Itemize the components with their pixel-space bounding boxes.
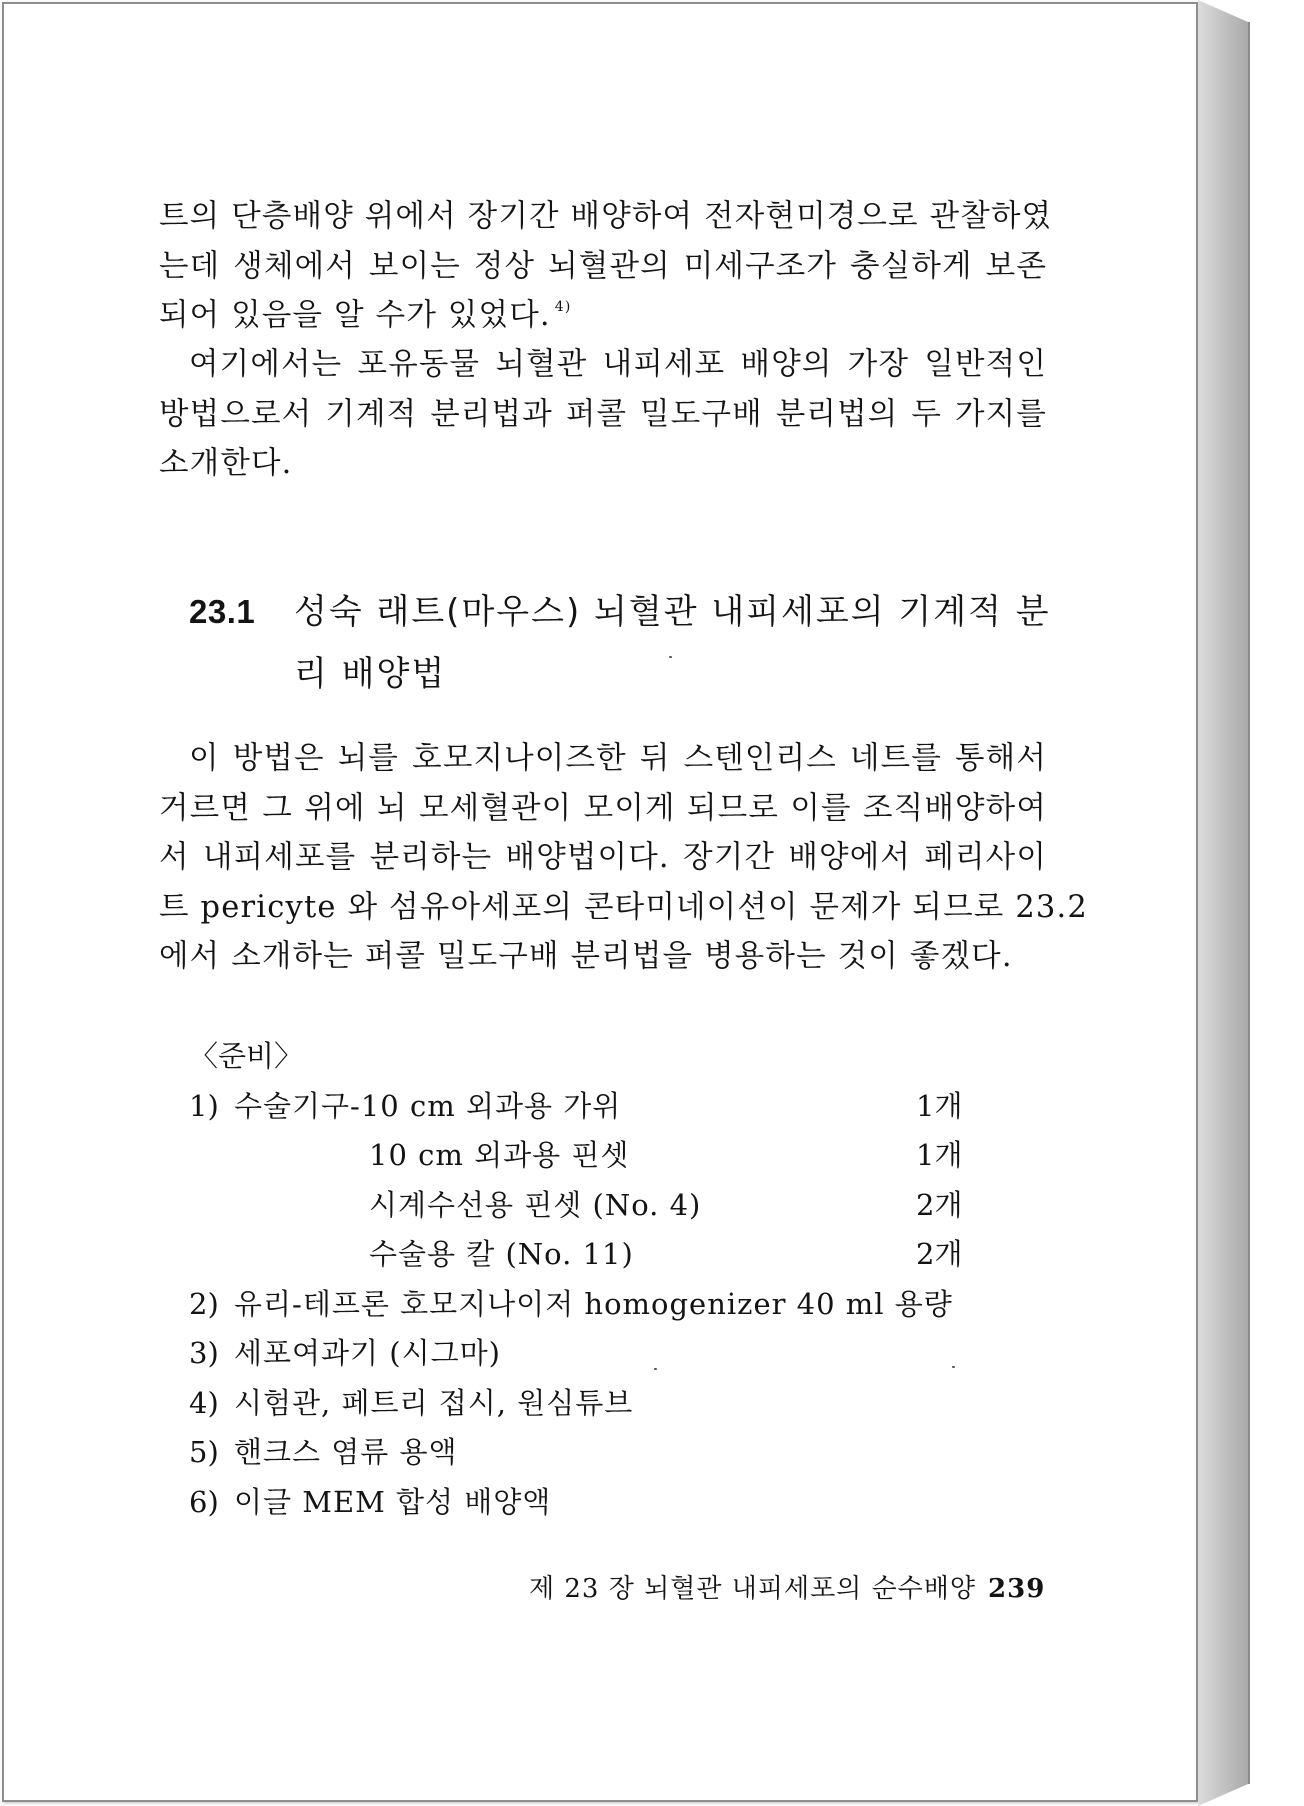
method-line-4: 트 pericyte 와 섬유아세포의 콘타미네이션이 문제가 되므로 23.2	[159, 889, 1089, 925]
method-line-2: 거르면 그 위에 뇌 모세혈관이 모이게 되므로 이를 조직배양하여	[159, 790, 1047, 826]
item-text: 이글 MEM 합성 배양액	[234, 1484, 552, 1519]
book-page	[2, 2, 1198, 1802]
section-title	[294, 581, 1051, 705]
method-line-5: 에서 소개하는 퍼콜 밀도구배 분리법을 병용하는 것이 좋겠다.	[159, 939, 1013, 974]
list-item	[189, 1082, 989, 1132]
page-number: 239	[988, 1574, 1046, 1604]
overview-paragraph	[159, 340, 1047, 489]
item-text: 시험관, 페트리 접시, 원심튜브	[234, 1385, 634, 1420]
intro-line-1: 트의 단층배양 위에서 장기간 배양하여 전자현미경으로 관찰하였	[159, 199, 1053, 234]
item-number: 2)	[189, 1286, 219, 1321]
section-number: 23.1	[189, 593, 256, 630]
spine-shape	[1198, 0, 1304, 1806]
item-text: 유리-테프론 호모지나이저 homogenizer 40 ml 용량	[234, 1286, 953, 1321]
item-text: 세포여과기 (시그마)	[234, 1336, 501, 1370]
list-item	[189, 1329, 989, 1379]
item-number: 3)	[189, 1336, 219, 1370]
item-quantity: 1개	[916, 1088, 963, 1123]
intro-line-3-text: 되어 있음을 알 수가 있었다.	[159, 298, 551, 333]
item-number: 6)	[189, 1484, 219, 1519]
intro-line-2: 는데 생체에서 보이는 정상 뇌혈관의 미세구조가 충실하게 보존	[159, 248, 1047, 284]
list-item	[189, 1280, 989, 1330]
method-line-1: 이 방법은 뇌를 호모지나이즈한 뒤 스텐인리스 네트를 통해서	[189, 741, 1047, 776]
running-head: 제 23 장 뇌혈관 내피세포의 순수배양	[529, 1574, 977, 1604]
method-paragraph	[159, 734, 1089, 982]
book-spine-edge	[1198, 0, 1304, 1806]
spine-rim	[1248, 22, 1250, 1784]
intro-line-3	[159, 291, 1047, 341]
list-item	[189, 1181, 989, 1231]
item-text: 수술기구-10 cm 외과용 가위	[234, 1088, 622, 1123]
scan-speck	[952, 1366, 955, 1368]
overview-line-2: 방법으로서 기계적 분리법과 퍼콜 밀도구배 분리법의 두 가지를	[159, 396, 1047, 432]
item-text: 수술용 칼 (No. 11)	[369, 1237, 634, 1271]
item-number: 4)	[189, 1385, 219, 1420]
scan-speck	[654, 1368, 657, 1370]
overview-line-3: 소개한다.	[159, 446, 293, 481]
intro-paragraph	[159, 192, 1053, 341]
list-item	[189, 1428, 989, 1478]
item-quantity: 1개	[916, 1138, 963, 1172]
section-title-line-2: 리 배양법	[294, 654, 447, 694]
preparation-list	[189, 1032, 989, 1527]
list-item	[189, 1478, 989, 1528]
item-number: 1)	[189, 1088, 219, 1123]
spine-face	[1198, 0, 1248, 1806]
scan-speck	[669, 656, 672, 658]
preparation-heading: 〈준비〉	[189, 1039, 304, 1073]
item-text: 10 cm 외과용 핀셋	[369, 1138, 630, 1172]
footnote-reference: 4)	[554, 299, 572, 315]
item-quantity: 2개	[916, 1187, 963, 1222]
list-item	[189, 1131, 989, 1181]
item-number: 5)	[189, 1435, 219, 1469]
overview-line-1: 여기에서는 포유동물 뇌혈관 내피세포 배양의 가장 일반적인	[189, 347, 1047, 382]
method-line-3: 서 내피세포를 분리하는 배양법이다. 장기간 배양에서 페리사이	[159, 840, 1047, 875]
item-text: 시계수선용 핀셋 (No. 4)	[369, 1187, 702, 1222]
section-title-line-1: 성숙 래트(마우스) 뇌혈관 내피세포의 기계적 분	[294, 592, 1051, 632]
running-footer	[529, 1569, 1045, 1609]
list-item	[189, 1379, 989, 1429]
item-quantity: 2개	[916, 1237, 963, 1271]
list-item	[189, 1230, 989, 1280]
item-text: 핸크스 염류 용액	[234, 1435, 458, 1469]
